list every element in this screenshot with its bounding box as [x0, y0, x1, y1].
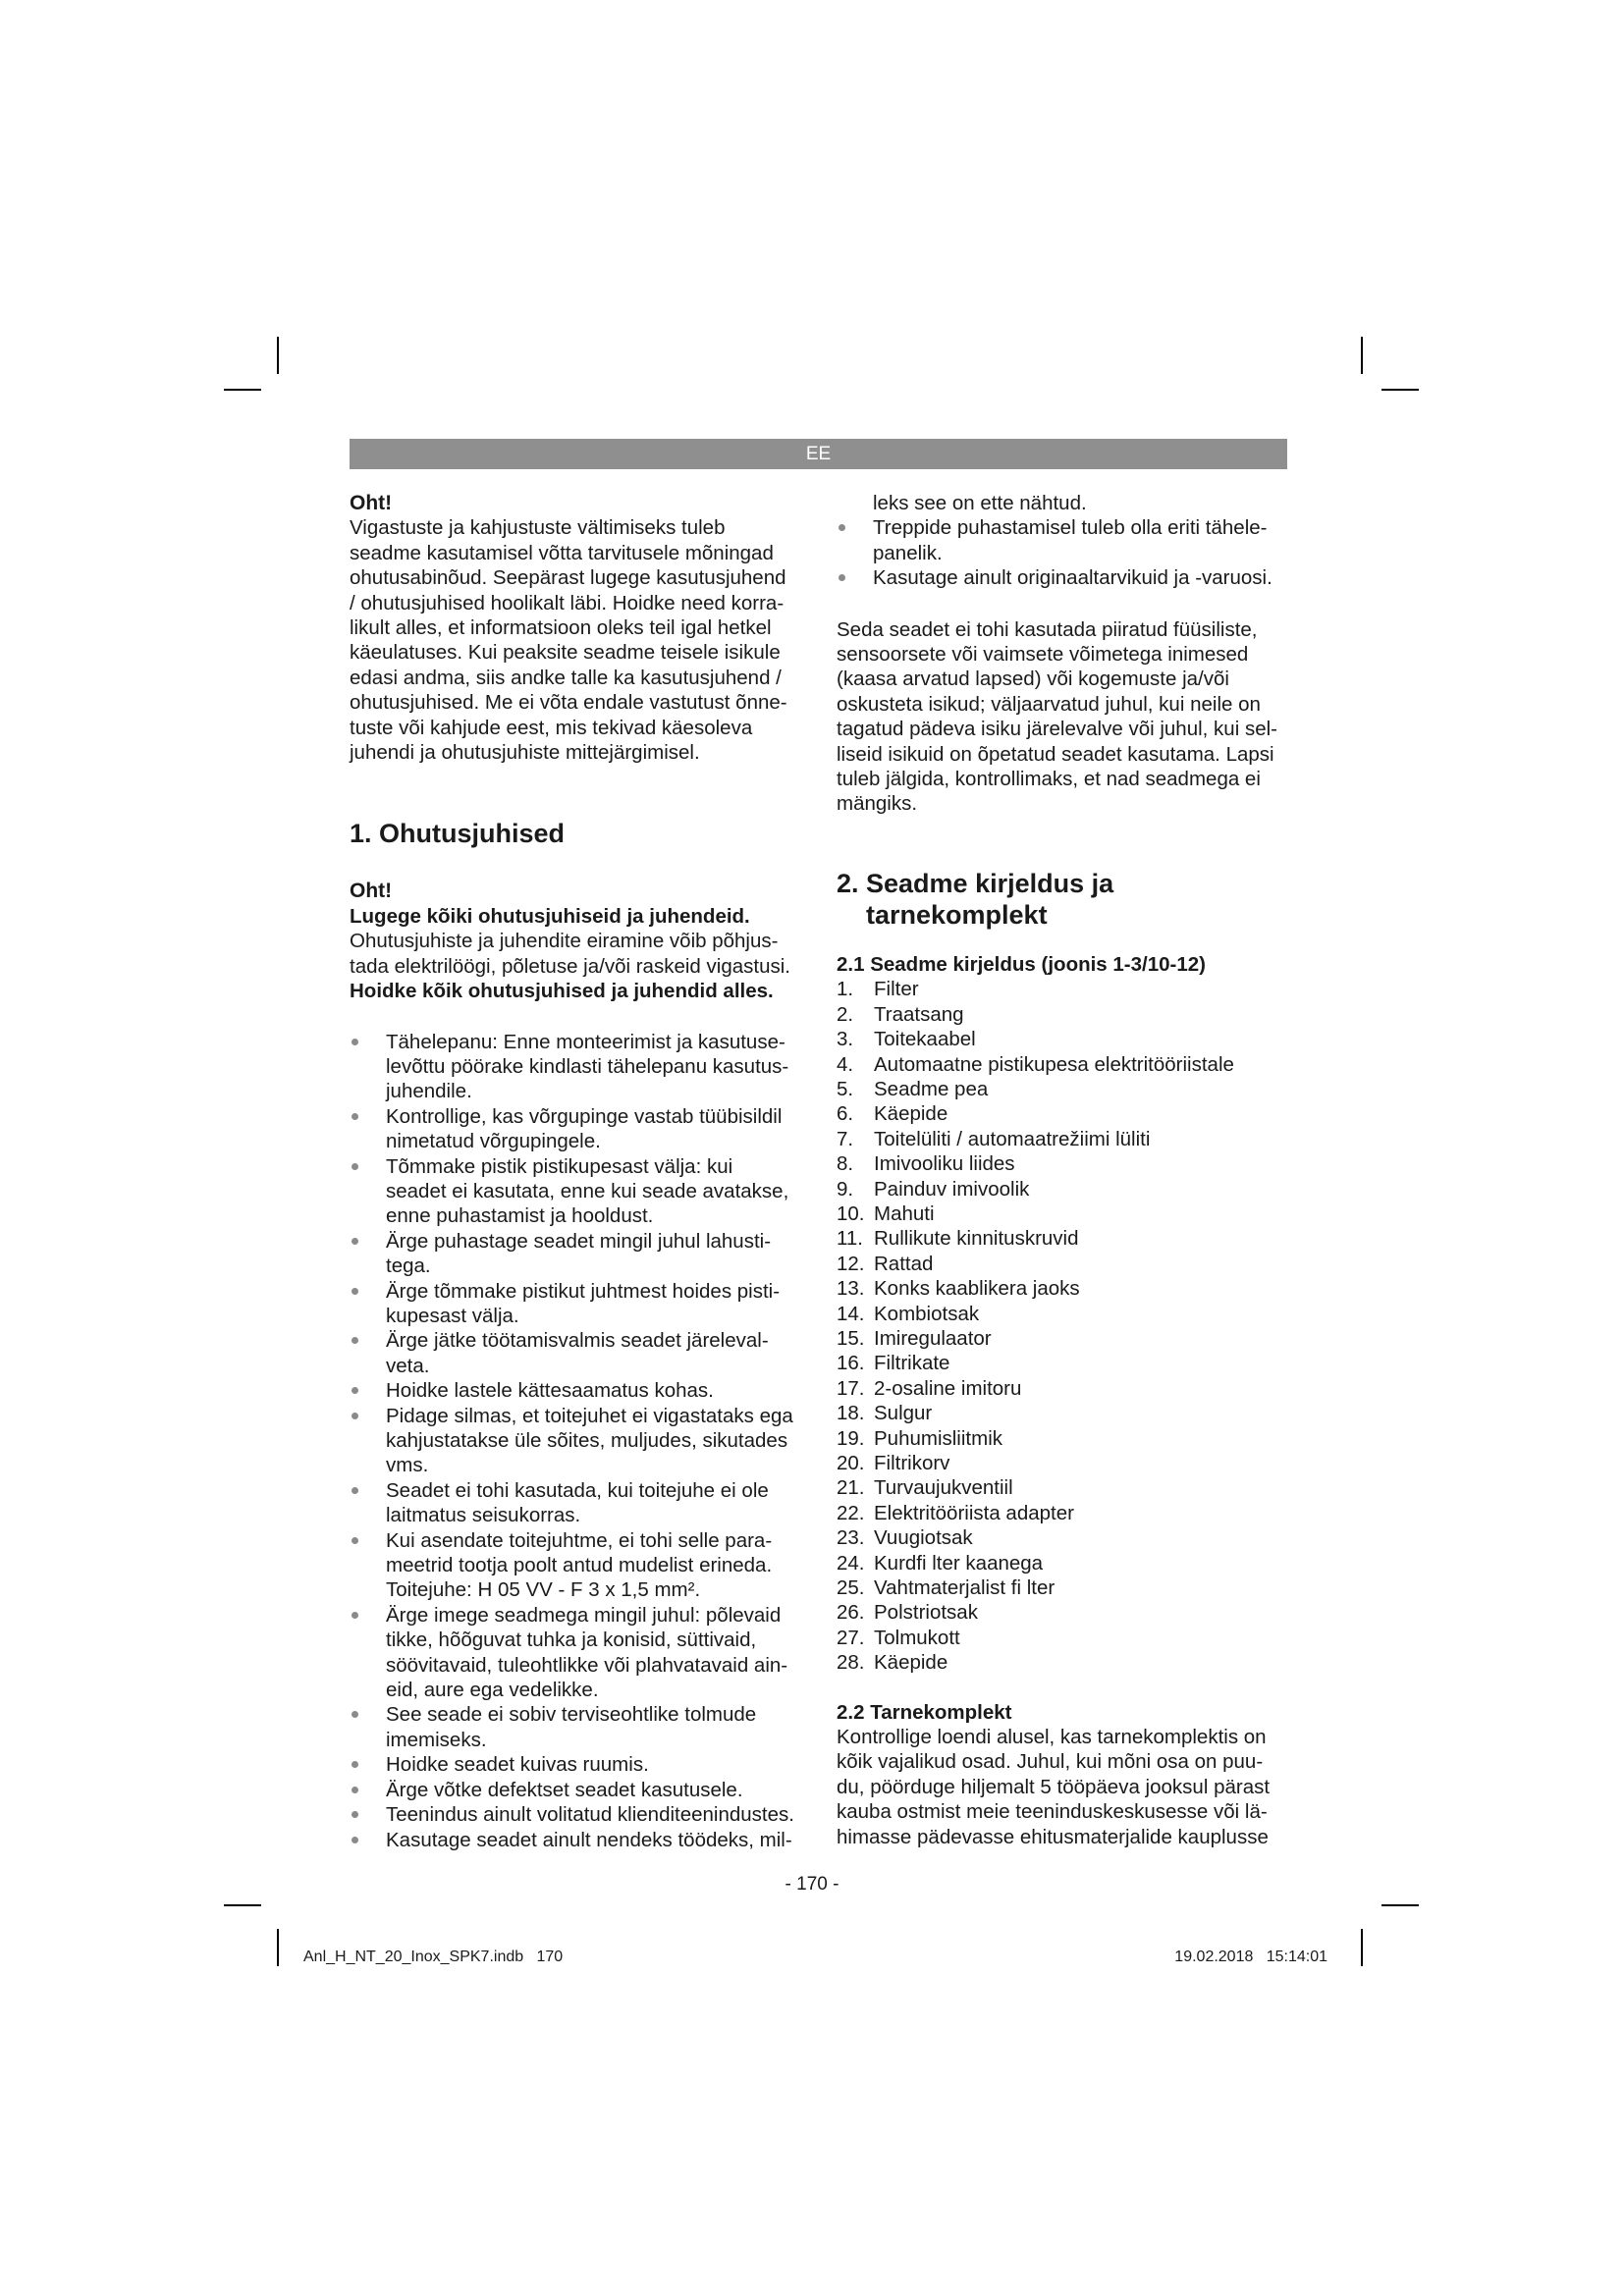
crop-mark — [224, 389, 261, 391]
list-item: 12. Rattad — [837, 1252, 934, 1275]
text-line: edasi andma, siis andke talle ka kasutusjuhend / — [350, 666, 782, 689]
bullet-icon — [352, 1761, 358, 1768]
language-header-bar — [350, 439, 1287, 469]
bullet-icon — [352, 1537, 358, 1544]
list-item: 15. Imiregulaator — [837, 1326, 992, 1350]
safety-bullet-list-continued — [837, 491, 1288, 591]
safety-warning-bold-2: Hoidke kõik ohutusjuhised ja juhendid alles. — [350, 980, 774, 1003]
list-item: 17. 2-osaline imitoru — [837, 1376, 1022, 1400]
list-item: Kontrollige, kas võrgupinge vastab tüübisildil nimetatud võrgupingele. — [350, 1104, 803, 1154]
bullet-icon — [352, 1787, 358, 1793]
list-item: Treppide puhastamisel tuleb olla eriti tähele- panelik. — [837, 515, 1288, 565]
footer-date-time: 19.02.2018 15:14:01 — [1174, 1949, 1327, 1965]
list-item: Seadet ei tohi kasutada, kui toitejuhe ei ole laitmatus seisukorras. — [350, 1478, 803, 1528]
bullet-icon — [352, 1387, 358, 1394]
bullet-icon — [839, 574, 845, 581]
children-paragraph — [837, 617, 1288, 817]
bullet-icon — [352, 1113, 358, 1120]
language-code: EE — [805, 443, 832, 464]
list-item: 23. Vuugiotsak — [837, 1526, 973, 1550]
text-line: tagatud pädeva isiku järelevalve või juhul, kui sel- — [837, 718, 1277, 741]
subsection-2-1-title: 2.1 Seadme kirjeldus (joonis 1-3/10-12) — [837, 952, 1206, 976]
text-line: ohutusjuhised. Me ei võta endale vastutust õnne- — [350, 691, 787, 715]
list-item: 24. Kurdfi lter kaanega — [837, 1551, 1044, 1575]
text-line: ohutusabinõud. Seepärast lugege kasutusjuhend — [350, 566, 786, 590]
text-line: tuleb jälgida, kontrollimaks, et nad seadmega ei — [837, 768, 1261, 791]
text-line: tuste või kahjude eest, mis tekivad käesoleva — [350, 716, 753, 739]
text-line: Kontrollige loendi alusel, kas tarnekomplektis on — [837, 1726, 1267, 1749]
crop-mark — [1381, 1904, 1419, 1906]
text-line: oskusteta isikud; väljaarvatud juhul, kui neile on — [837, 692, 1261, 716]
list-item: 16. Filtrikate — [837, 1352, 950, 1375]
text-line: du, pöörduge hiljemalt 5 tööpäeva jooksul pärast — [837, 1775, 1271, 1798]
safety-bullet-list — [350, 1030, 803, 1852]
bullet-icon — [352, 1837, 358, 1843]
crop-mark — [224, 1904, 261, 1906]
list-item: 27. Tolmukott — [837, 1626, 960, 1649]
list-item: 5. Seadme pea — [837, 1077, 989, 1100]
left-column — [350, 491, 803, 1852]
bullet-icon — [352, 1711, 358, 1718]
list-item: Kasutage ainult originaaltarvikuid ja -varuosi. — [837, 565, 1288, 590]
list-item: Ärge puhastage seadet mingil juhul lahusti- tega. — [350, 1229, 803, 1279]
text-line: / ohutusjuhised hoolikalt läbi. Hoidke need korra- — [350, 591, 785, 614]
list-item: Ärge imege seadmega mingil juhul: põlevaid tikke, hõõguvat tuhka ja konisid, süttivaid, söövitavaid, tuleohtlikke või plahvatavaid ain- eid, aure ega vedelikke. — [350, 1603, 803, 1703]
safety-warning-title: Oht! — [350, 880, 393, 903]
parts-list — [837, 977, 1288, 1675]
list-item: 25. Vahtmaterjalist fi lter — [837, 1576, 1056, 1600]
list-item: Ärge tõmmake pistikut juhtmest hoides pisti- kupesast välja. — [350, 1279, 803, 1329]
text-line: Seda seadet ei tohi kasutada piiratud füüsiliste, — [837, 617, 1258, 641]
bullet-icon — [352, 1811, 358, 1818]
intro-warning-text — [350, 515, 803, 765]
list-item: Teenindus ainult volitatud klienditeenindustes. — [350, 1802, 803, 1827]
text-line: käeulatuses. Kui peaksite seadme teisele isikule — [350, 641, 781, 665]
delivery-paragraph — [837, 1725, 1288, 1849]
list-item: Kui asendate toitejuhtme, ei tohi selle para- meetrid tootja poolt antud mudelist erineda. Toitejuhe: H 05 VV - F 3 x 1,5 mm². — [350, 1528, 803, 1603]
bullet-icon — [352, 1612, 358, 1619]
list-item: 4. Automaatne pistikupesa elektritööriistale — [837, 1052, 1234, 1076]
list-item: Ärge jätke töötamisvalmis seadet järeleval- veta. — [350, 1328, 803, 1378]
list-item-continuation: leks see on ette nähtud. — [873, 492, 1087, 514]
text-line: likult alles, et informatsioon oleks teil igal hetkel — [350, 616, 772, 640]
list-item: 13. Konks kaablikera jaoks — [837, 1277, 1080, 1301]
text-line: kauba ostmist meie teeninduskeskusesse või lä- — [837, 1800, 1268, 1824]
text-line: seadme kasutamisel võtta tarvitusele mõningad — [350, 541, 774, 564]
crop-mark — [277, 1929, 279, 1966]
footer-file-info: Anl_H_NT_20_Inox_SPK7.indb 170 — [303, 1949, 564, 1965]
bullet-icon — [352, 1487, 358, 1494]
list-item: 28. Käepide — [837, 1651, 948, 1675]
list-item: Tähelepanu: Enne monteerimist ja kasutuse- levõttu pöörake kindlasti tähelepanu kasutus- juhendile. — [350, 1030, 803, 1104]
bullet-icon — [352, 1238, 358, 1245]
list-item: Hoidke lastele kättesaamatus kohas. — [350, 1378, 803, 1403]
list-item: 3. Toitekaabel — [837, 1028, 976, 1051]
intro-warning-title: Oht! — [350, 492, 393, 514]
text-line: mängiks. — [837, 792, 918, 816]
list-item: Ärge võtke defektset seadet kasutusele. — [350, 1778, 803, 1802]
crop-mark — [1361, 337, 1363, 374]
text-line: Vigastuste ja kahjustuste vältimiseks tuleb — [350, 516, 726, 540]
subsection-2-2-title: 2.2 Tarnekomplekt — [837, 1700, 1012, 1724]
list-item: 22. Elektritööriista adapter — [837, 1501, 1074, 1524]
text-line: tada elektrilöögi, põletuse ja/või raskeid vigastusi. — [350, 954, 790, 978]
list-item: 9. Painduv imivoolik — [837, 1177, 1030, 1201]
list-item: 1. Filter — [837, 978, 919, 1001]
bullet-icon — [352, 1163, 358, 1170]
bullet-icon — [352, 1337, 358, 1344]
crop-mark — [1381, 389, 1419, 391]
text-line: himasse pädevasse ehitusmaterjalide kauplusse — [837, 1825, 1269, 1848]
list-item: 11. Rullikute kinnituskruvid — [837, 1227, 1079, 1251]
list-item: 21. Turvaujukventiil — [837, 1476, 1013, 1500]
list-item: Hoidke seadet kuivas ruumis. — [350, 1752, 803, 1777]
list-item: See seade ei sobiv terviseohtlike tolmude imemiseks. — [350, 1702, 803, 1752]
text-line: kõik vajalikud osad. Juhul, kui mõni osa on puu- — [837, 1750, 1264, 1774]
right-column — [837, 491, 1288, 1849]
text-line: (kaasa arvatud lapsed) või kogemuste ja/või — [837, 667, 1229, 691]
list-item: 2. Traatsang — [837, 1002, 964, 1026]
bullet-icon — [352, 1413, 358, 1419]
list-item: 7. Toitelüliti / automaatrežiimi lüliti — [837, 1127, 1151, 1150]
section-2-title: 2. Seadme kirjeldus ja tarnekomplekt — [837, 868, 1114, 930]
text-line: juhendi ja ohutusjuhiste mittejärgimisel. — [350, 741, 700, 765]
list-item: 10. Mahuti — [837, 1201, 935, 1225]
bullet-icon — [352, 1039, 358, 1045]
page-number: - 170 - — [785, 1874, 839, 1895]
list-item: 6. Käepide — [837, 1102, 948, 1126]
list-item: Kasutage seadet ainult nendeks töödeks, mil- — [350, 1828, 803, 1852]
list-item: 8. Imivooliku liides — [837, 1152, 1015, 1176]
list-item: 14. Kombiotsak — [837, 1302, 980, 1325]
list-item: 20. Filtrikorv — [837, 1452, 950, 1474]
list-item: 19. Puhumisliitmik — [837, 1426, 1002, 1450]
crop-mark — [1361, 1929, 1363, 1966]
text-line: sensoorsete või vaimsete võimetega inimesed — [837, 643, 1249, 667]
list-item: 26. Polstriotsak — [837, 1601, 978, 1625]
text-line: liseid isikuid on õpetatud seadet kasutama. Lapsi — [837, 742, 1274, 766]
section-1-title: 1. Ohutusjuhised — [350, 819, 566, 849]
list-item: Tõmmake pistik pistikupesast välja: kui seadet ei kasutata, enne kui seade avatakse, enne puhastamist ja hooldust. — [350, 1154, 803, 1229]
list-item: Pidage silmas, et toitejuhet ei vigastataks ega kahjustatakse üle sõites, muljudes, sikutades vms. — [350, 1404, 803, 1478]
list-item: 18. Sulgur — [837, 1402, 933, 1425]
crop-mark — [277, 337, 279, 374]
bullet-icon — [352, 1288, 358, 1295]
bullet-icon — [839, 524, 845, 531]
safety-warning-bold-1: Lugege kõiki ohutusjuhiseid ja juhendeid. — [350, 904, 750, 928]
text-line: Ohutusjuhiste ja juhendite eiramine võib põhjus- — [350, 930, 779, 953]
